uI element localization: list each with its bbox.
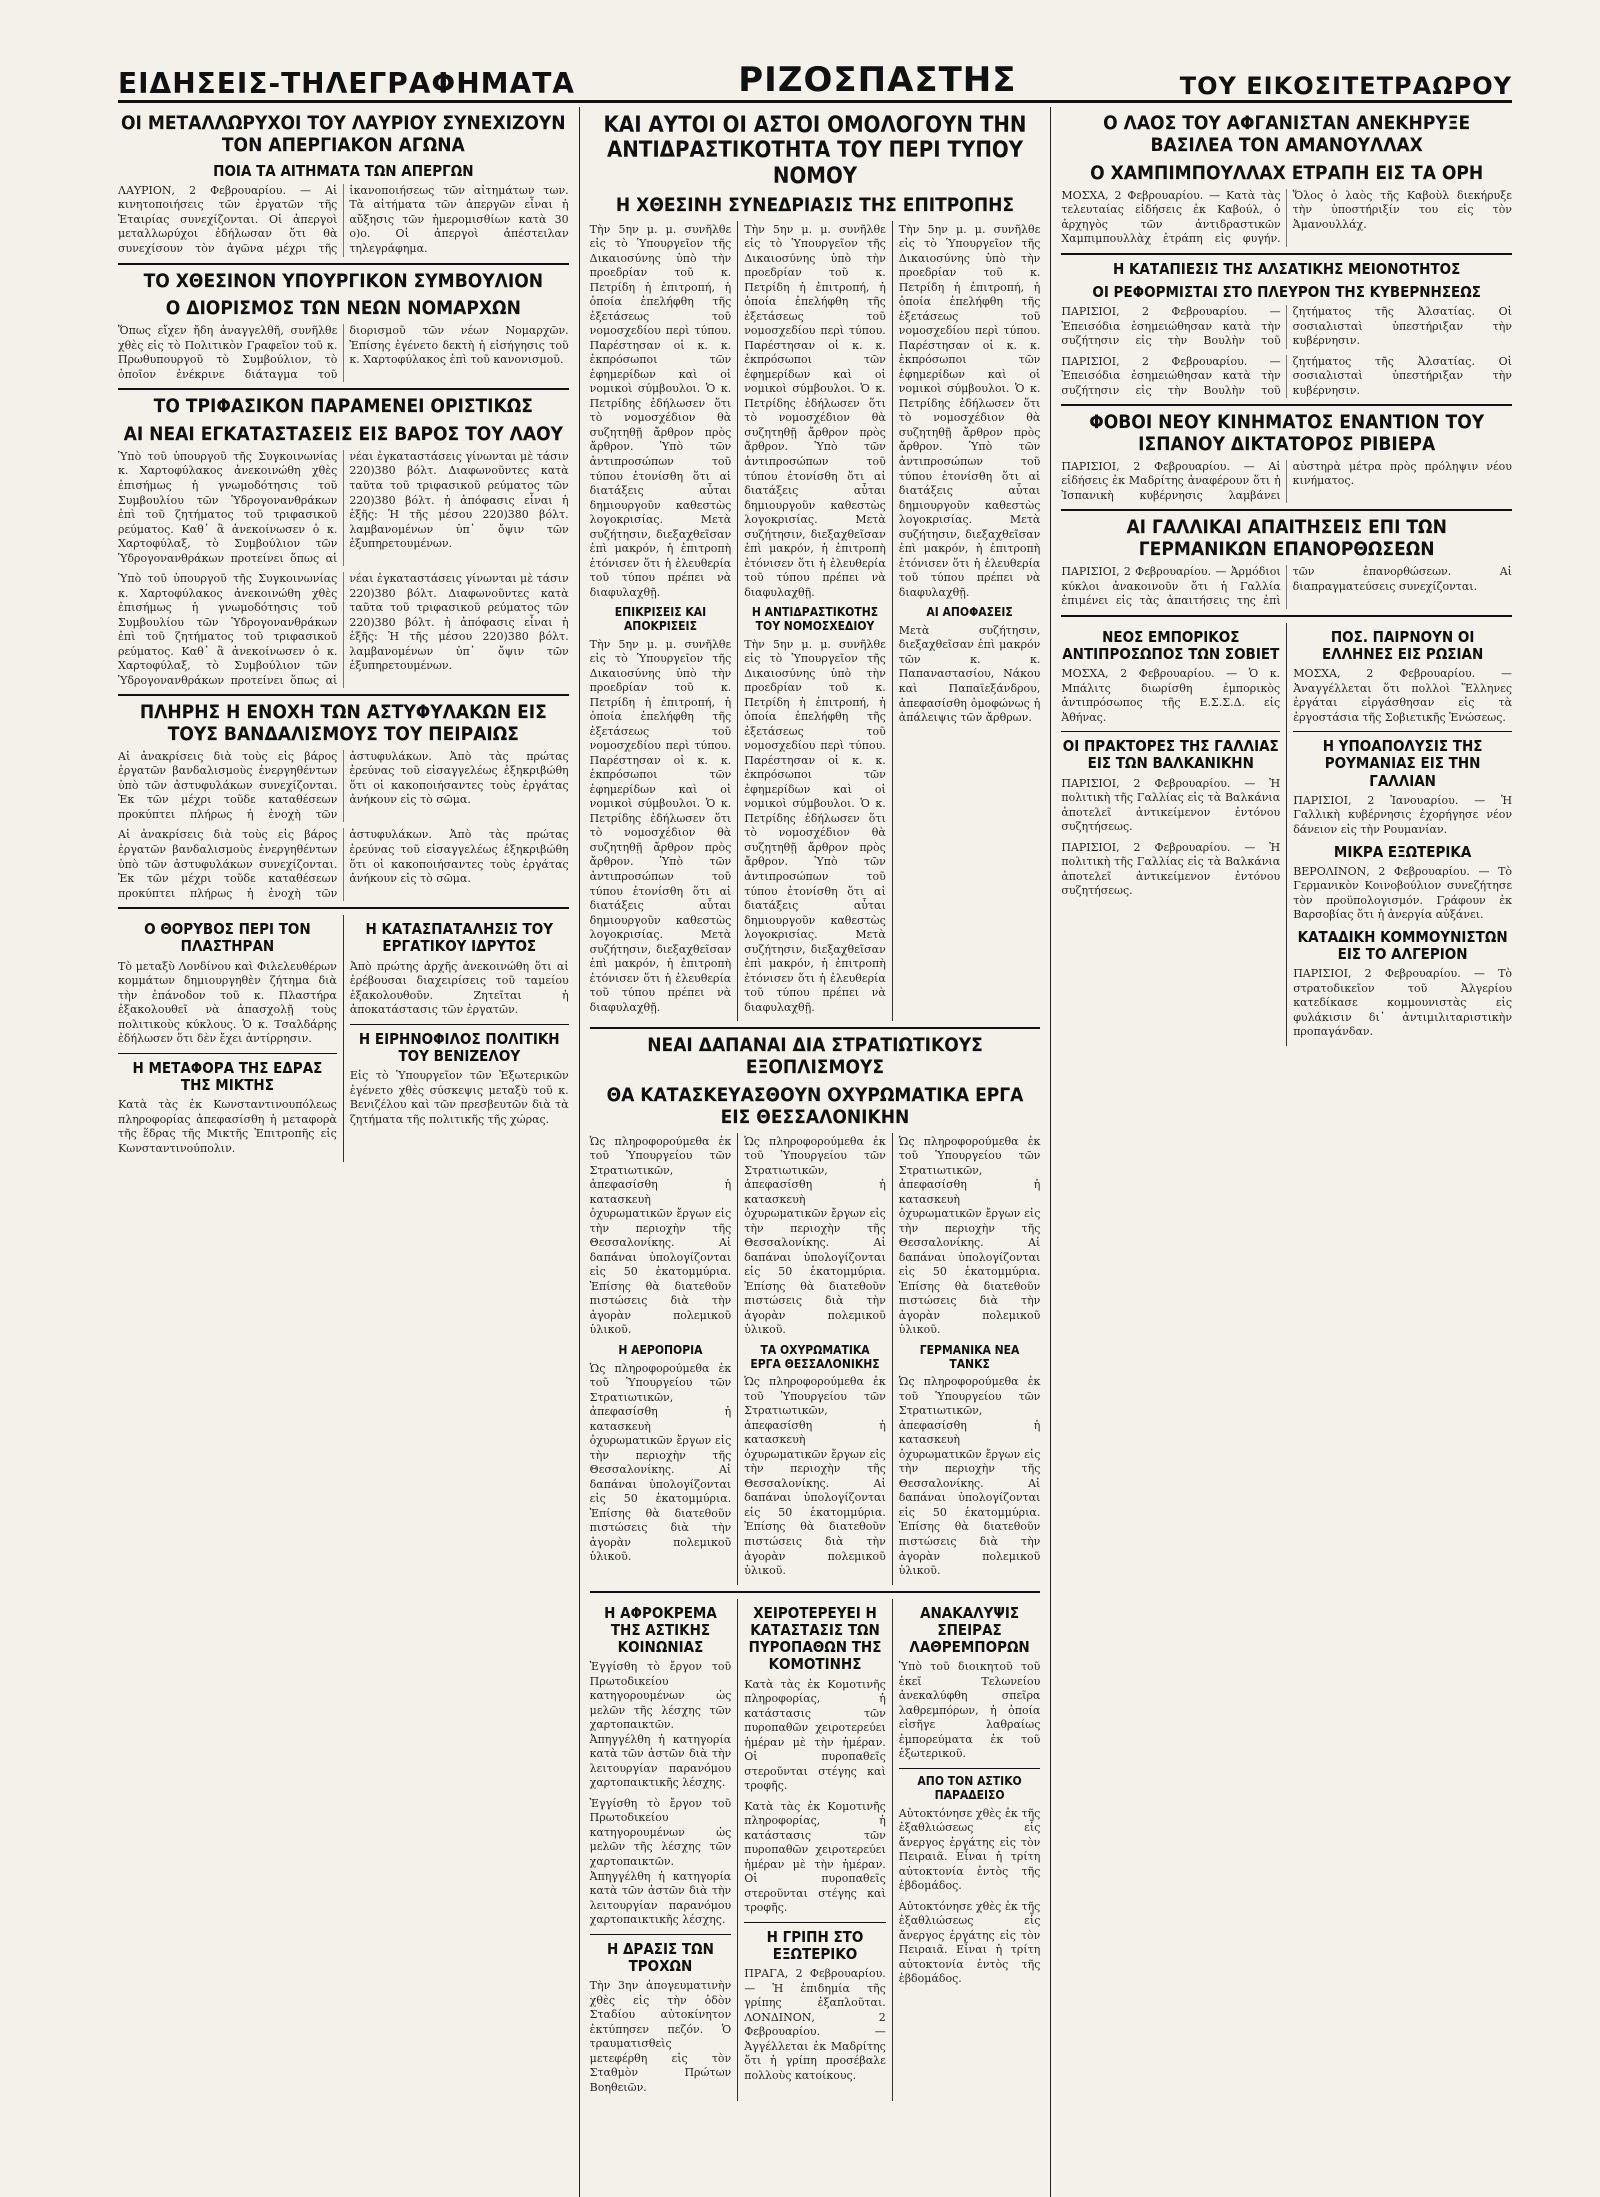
article-body: ΒΕΡΟΛΙΝΟΝ, 2 Φεβρουαρίου. — Τὸ Γερμανικὸν Κοινοβούλιον συνεζήτησε τὸν προϋπολογισμόν. Γράφουν ἐκ Βαρσοβίας ὅτι ἡ ἀνεργία αὐξάνει. [1293,864,1513,922]
article-body: ΠΑΡΙΣΙΟΙ, 2 Φεβρουαρίου. — Ἡ πολιτικὴ τῆς Γαλλίας εἰς τὰ Βαλκάνια ἀποτελεῖ ἀντικείμενον ἐντόνου συζητήσεως. [1061,776,1281,834]
headline: ΑΙ ΓΑΛΛΙΚΑΙ ΑΠΑΙΤΗΣΕΙΣ ΕΠΙ ΤΩΝ ΓΕΡΜΑΝΙΚΩΝ ΕΠΑΝΟΡΘΩΣΕΩΝ [1126,516,1447,561]
headline: ΦΟΒΟΙ ΝΕΟΥ ΚΙΝΗΜΑΤΟΣ ΕΝΑΝΤΙΟΝ ΤΟΥ ΙΣΠΑΝΟΥ ΔΙΚΤΑΤΟΡΟΣ ΡΙΒΙΕΡΑ [1089,411,1485,456]
article-body: Κατὰ τὰς ἐκ Κωνσταντινουπόλεως πληροφορίας ἀπεφασίσθη ἡ μεταφορὰ τῆς ἕδρας τῆς Μικτῆς Ἐπιτροπῆς εἰς Κωνσταντινούπολιν. [118,1098,337,1155]
grid-cell [344,915,569,1162]
article-body: Ἐγγίσθη τὸ ἔργον τοῦ Πρωτοδικείου κατηγορουμένων ὡς μελῶν τῆς λέσχης τῶν χαρτοπαικτῶν. Ἀπηγγέλθη ἡ κατηγορία κατὰ τῶν ἀστῶν διὰ τὴν λειτουργίαν παρανόμου χαρτοπαικτικῆς λέσχης. [589,1796,732,1927]
headline: Η ΜΕΤΑΦΟΡΑ ΤΗΣ ΕΔΡΑΣ ΤΗΣ ΜΙΚΤΗΣ [132,1058,323,1094]
headline: ΟΙ ΠΡΑΚΤΟΡΕΣ ΤΗΣ ΓΑΛΛΙΑΣ ΕΙΣ ΤΩΝ ΒΑΛΚΑΝΙΚΗΝ [1062,737,1279,773]
section-title-right: ΤΟΥ ΕΙΚΟΣΙΤΕΤΡΑΩΡΟΥ [1179,72,1512,100]
section-heading: Η ΑΕΡΟΠΟΡΙΑ [618,1342,703,1357]
divider [350,1024,569,1025]
article-body: ΛΑΥΡΙΟΝ, 2 Φεβρουαρίου. — Αἱ κινητοποιήσεις τῶν ἐργατῶν τῆς Ἑταιρίας συνεχίζονται. Οἱ ἀπεργοὶ μεταλλωρύχοι ἐδήλωσαν ὅτι θὰ συνεχίσουν τὸν ἀγῶνα μέχρι τῆς ἱκανοποιήσεως τῶν αἰτημάτων των. Τὰ αἰτήματα τῶν ἀπεργῶν εἶναι ἡ αὔξησις τῶν ἡμερομισθίων κατὰ 30 ο)ο. Οἱ ἀπεργοὶ ἀπέστειλαν τηλεγράφημα. [118,183,569,255]
divider [118,907,569,909]
article-body: ΠΑΡΙΣΙΟΙ, 2 Φεβρουαρίου. — Ἐπεισόδια ἐσημειώθησαν κατὰ τὴν συζήτησιν εἰς τὴν Βουλὴν τοῦ ζητήματος τῆς Ἀλσατίας. Οἱ σοσιαλισταὶ ὑπεστήριξαν τὴν κυβέρνησιν. [1061,305,1512,348]
article-body: Αὐτοκτόνησε χθὲς ἐκ τῆς ἐξαθλιώσεως εἷς ἄνεργος ἐργάτης εἰς τὸν Πειραιᾶ. Εἶναι ἡ τρίτη αὐτοκτονία ἐντὸς τῆς ἑβδομάδος. [898,1899,1041,1986]
divider [590,1934,732,1935]
article-body: Ὑπὸ τοῦ διοικητοῦ τοῦ ἐκεῖ Τελωνείου ἀνεκαλύφθη σπεῖρα λαθρεμπόρων, ἡ ὁποία εἰσῆγε λαθραίως ἐμπορεύματα ἐκ τοῦ ἐξωτερικοῦ. [898,1660,1041,1761]
headline: ΑΝΑΚΑΛΥΨΙΣ ΣΠΕΙΡΑΣ ΛΑΘΡΕΜΠΟΡΩΝ [909,1603,1030,1657]
headline: ΜΙΚΡΑ ΕΞΩΤΕΡΙΚΑ [1333,842,1472,861]
article-body: Ἀπὸ πρώτης ἀρχῆς ἀνεκοινώθη ὅτι αἱ ἐρέβουσαι διαχειρίσεις τοῦ ταμείου ἐξακολουθοῦν. Ζητεῖται ἡ ἀποκατάστασις τῶν ἐργατῶν. [349,959,569,1017]
headline: ΑΠΟ ΤΟΝ ΑΣΤΙΚΟ ΠΑΡΑΔΕΙΣΟ [917,1773,1022,1802]
section-heading: ΑΙ ΑΠΟΦΑΣΕΙΣ [926,605,1013,620]
divider [744,1922,886,1923]
article-body: Τὴν 5ην μ. μ. συνῆλθε εἰς τὸ Ὑπουργεῖον τῆς Δικαιοσύνης ὑπὸ τὴν προεδρίαν τοῦ κ. Πετρίδη ἡ ἐπιτροπή, ἡ ὁποία ἐπελήφθη τῆς ἐξετάσεως τοῦ νομοσχεδίου περὶ τύπου. Παρέστησαν οἱ κ. κ. ἐκπρόσωποι τῶν ἐφημερίδων καὶ οἱ νομικοὶ σύμβουλοι. Ὁ κ. Πετρίδης ἐδήλωσεν ὅτι τὸ νομοσχέδιον θὰ συζητηθῇ ἄρθρον πρὸς ἄρθρον. Ὑπὸ τῶν ἀντιπροσώπων τοῦ τύπου ἐτονίσθη ὅτι αἱ διατάξεις αὗται δημιουργοῦν καθεστὼς λογοκρισίας. Μετὰ συζήτησιν, διεξαχθεῖσαν ἐπὶ μακρόν, ἡ ἐπιτροπὴ ἐτόνισεν ὅτι ἡ ἐλευθερία τοῦ τύπου πρέπει νὰ διαφυλαχθῇ. [589,637,732,1014]
article-body: ΠΑΡΙΣΙΟΙ, 2 Φεβρουαρίου. — Τὸ στρατοδικεῖον τοῦ Ἀλγερίου κατεδίκασε κομμουνιστὰς εἰς φυλάκισιν δι᾽ ἀντιμιλιταριστικὴν προπαγάνδαν. [1293,967,1513,1039]
grid-cell [893,1599,1041,2102]
article-body: ΜΟΣΧΑ, 2 Φεβρουαρίου. — Ἀναγγέλλεται ὅτι πολλοὶ Ἕλληνες ἐργάται εἰργάσθησαν εἰς τὰ ἐργοστάσια τῆς Σοβιετικῆς Ἑνώσεως. [1293,667,1513,724]
column-center [580,107,1052,2197]
grid-cell [590,221,739,1021]
article-body: ΜΟΣΧΑ, 2 Φεβρουαρίου. — Ὁ κ. Μπάλιτς διωρίσθη ἐμπορικὸς ἀντιπρόσωπος τῆς Ε.Σ.Σ.Δ. εἰς Ἀθήνας. [1061,667,1281,724]
grid-cell [738,1133,893,1585]
headline: ΠΟΣ. ΠΑΙΡΝΟΥΝ ΟΙ ΕΛΛΗΝΕΣ ΕΙΣ ΡΩΣΙΑΝ [1321,627,1484,663]
grid-cell [893,221,1041,1021]
grid-cell [590,1599,739,2102]
article-body: ΠΑΡΙΣΙΟΙ, 2 Ἰανουαρίου. — Ἡ Γαλλικὴ κυβέρνησις ἐχορήγησε νέον δάνειον εἰς τὴν Ρουμανίαν. [1293,793,1513,836]
article-body: Τὴν 5ην μ. μ. συνῆλθε εἰς τὸ Ὑπουργεῖον τῆς Δικαιοσύνης ὑπὸ τὴν προεδρίαν τοῦ κ. Πετρίδη ἡ ἐπιτροπή, ἡ ὁποία ἐπελήφθη τῆς ἐξετάσεως τοῦ νομοσχεδίου περὶ τύπου. Παρέστησαν οἱ κ. κ. ἐκπρόσωποι τῶν ἐφημερίδων καὶ οἱ νομικοὶ σύμβουλοι. Ὁ κ. Πετρίδης ἐδήλωσεν ὅτι τὸ νομοσχέδιον θὰ συζητηθῇ ἄρθρον πρὸς ἄρθρον. Ὑπὸ τῶν ἀντιπροσώπων τοῦ τύπου ἐτονίσθη ὅτι αἱ διατάξεις αὗται δημιουργοῦν καθεστὼς λογοκρισίας. Μετὰ συζήτησιν, διεξαχθεῖσαν ἐπὶ μακρόν, ἡ ἐπιτροπὴ ἐτόνισεν ὅτι ἡ ἐλευθερία τοῦ τύπου πρέπει νὰ διαφυλαχθῇ. [744,222,886,599]
subheadline: ΘΑ ΚΑΤΑΣΚΕΥΑΣΘΟΥΝ ΟΧΥΡΩΜΑΤΙΚΑ ΕΡΓΑ ΕΙΣ ΘΕΣΣΑΛΟΝΙΚΗΝ [606,1083,1024,1128]
headline: Η ΚΑΤΑΠΙΕΣΙΣ ΤΗΣ ΑΛΣΑΤΙΚΗΣ ΜΕΙΟΝΟΤΗΤΟΣ [1112,259,1461,278]
headline: ΚΑΤΑΔΙΚΗ ΚΟΜΜΟΥΝΙΣΤΩΝ ΕΙΣ ΤΟ ΑΛΓΕΡΙΟΝ [1297,927,1508,964]
article-body: ΠΡΑΓΑ, 2 Φεβρουαρίου. — Ἡ ἐπιδημία τῆς γρίπης ἐξαπλοῦται. ΛΟΝΔΙΝΟΝ, 2 Φεβρουαρίου. — Ἀγγέλλεται ἐκ Μαδρίτης ὅτι ἡ γρίπη προσέβαλε πολλοὺς κατοίκους. [744,1967,886,2082]
headline: ΝΕΟΣ ΕΜΠΟΡΙΚΟΣ ΑΝΤΙΠΡΟΣΩΠΟΣ ΤΩΝ ΣΟΒΙΕΤ [1062,627,1280,663]
article-body: ΠΑΡΙΣΙΟΙ, 2 Φεβρουαρίου. — Ἐπεισόδια ἐσημειώθησαν κατὰ τὴν συζήτησιν εἰς τὴν Βουλὴν τοῦ ζητήματος τῆς Ἀλσατίας. Οἱ σοσιαλισταὶ ὑπεστήριξαν τὴν κυβέρνησιν. [1061,354,1512,397]
headline: ΧΕΙΡΟΤΕΡΕΥΕΙ Η ΚΑΤΑΣΤΑΣΙΣ ΤΩΝ ΠΥΡΟΠΑΘΩΝ ΤΗΣ ΚΟΜΟΤΙΝΗΣ [748,1603,882,1674]
subheadline: Η ΧΘΕΣΙΝΗ ΣΥΝΕΔΡΙΑΣΙΣ ΤΗΣ ΕΠΙΤΡΟΠΗΣ [615,193,1015,216]
article-body: Ὡς πληροφορούμεθα ἐκ τοῦ Ὑπουργείου τῶν Στρατιωτικῶν, ἀπεφασίσθη ἡ κατασκευὴ ὀχυρωματικῶν ἔργων εἰς τὴν περιοχὴν τῆς Θεσσαλονίκης. Αἱ δαπάναι ὑπολογίζονται εἰς 50 ἑκατομμύρια. Ἐπίσης θὰ διατεθοῦν πιστώσεις διὰ τὴν ἀγορὰν πολεμικοῦ ὑλικοῦ. [898,1134,1041,1337]
headline: Η ΑΦΡΟΚΡΕΜΑ ΤΗΣ ΑΣΤΙΚΗΣ ΚΟΙΝΩΝΙΑΣ [604,1603,717,1657]
columns [118,107,1512,2197]
article-grid [1061,623,1512,1046]
headline: Η ΔΡΑΣΙΣ ΤΩΝ ΤΡΟΧΩΝ [607,1939,714,1975]
article-body: Ὡς πληροφορούμεθα ἐκ τοῦ Ὑπουργείου τῶν Στρατιωτικῶν, ἀπεφασίσθη ἡ κατασκευὴ ὀχυρωματικῶν ἔργων εἰς τὴν περιοχὴν τῆς Θεσσαλονίκης. Αἱ δαπάναι ὑπολογίζονται εἰς 50 ἑκατομμύρια. Ἐπίσης θὰ διατεθοῦν πιστώσεις διὰ τὴν ἀγορὰν πολεμικοῦ ὑλικοῦ. [744,1375,886,1578]
headline: Η ΥΠΟΑΠΟΛΥΣΙΣ ΤΗΣ ΡΟΥΜΑΝΙΑΣ ΕΙΣ ΤΗΝ ΓΑΛΛΙΑΝ [1322,737,1483,790]
grid-cell [590,1133,739,1585]
article-grid [590,1599,1041,2102]
article-body: Αἱ ἀνακρίσεις διὰ τοὺς εἰς βάρος ἐργατῶν βανδαλισμοὺς ἐνεργηθέντων ὑπὸ τῶν ἀστυφυλάκων συνεχίζονται. Ἐκ τῶν μέχρι τοῦδε καταθέσεων προκύπτει πλήρως ἡ ἐνοχὴ τῶν ἀστυφυλάκων. Ἀπὸ τὰς πρώτας ἐρεύνας τοῦ εἰσαγγελέως ἐξηκριβώθη ὅτι οἱ κακοποιήσαντες τοὺς ἐργάτας ἀνήκουν εἰς τὸ σῶμα. [118,828,569,900]
article-body: Αἱ ἀνακρίσεις διὰ τοὺς εἰς βάρος ἐργατῶν βανδαλισμοὺς ἐνεργηθέντων ὑπὸ τῶν ἀστυφυλάκων συνεχίζονται. Ἐκ τῶν μέχρι τοῦδε καταθέσεων προκύπτει πλήρως ἡ ἐνοχὴ τῶν ἀστυφυλάκων. Ἀπὸ τὰς πρώτας ἐρεύνας τοῦ εἰσαγγελέως ἐξηκριβώθη ὅτι οἱ κακοποιήσαντες τοὺς ἐργάτας ἀνήκουν εἰς τὸ σῶμα. [118,749,569,821]
article-grid [118,915,569,1162]
article-grid [590,221,1041,1021]
masthead [118,56,1512,103]
article-body: Τὴν 5ην μ. μ. συνῆλθε εἰς τὸ Ὑπουργεῖον τῆς Δικαιοσύνης ὑπὸ τὴν προεδρίαν τοῦ κ. Πετρίδη ἡ ἐπιτροπή, ἡ ὁποία ἐπελήφθη τῆς ἐξετάσεως τοῦ νομοσχεδίου περὶ τύπου. Παρέστησαν οἱ κ. κ. ἐκπρόσωποι τῶν ἐφημερίδων καὶ οἱ νομικοὶ σύμβουλοι. Ὁ κ. Πετρίδης ἐδήλωσεν ὅτι τὸ νομοσχέδιον θὰ συζητηθῇ ἄρθρον πρὸς ἄρθρον. Ὑπὸ τῶν ἀντιπροσώπων τοῦ τύπου ἐτονίσθη ὅτι αἱ διατάξεις αὗται δημιουργοῦν καθεστὼς λογοκρισίας. Μετὰ συζήτησιν, διεξαχθεῖσαν ἐπὶ μακρόν, ἡ ἐπιτροπὴ ἐτόνισεν ὅτι ἡ ἐλευθερία τοῦ τύπου πρέπει νὰ διαφυλαχθῇ. [898,222,1041,599]
article-body: Ὑπὸ τοῦ ὑπουργοῦ τῆς Συγκοινωνίας κ. Χαρτοφύλακος ἀνεκοινώθη χθὲς ἐπισήμως ἡ γνωμοδότησις τοῦ Συμβουλίου τῶν Ὑδρογονανθράκων ἐπὶ τοῦ ζητήματος τοῦ τριφασικοῦ ρεύματος. Καθ᾽ ἃ ἀνεκοίνωσεν ὁ κ. Χαρτοφύλαξ, τὸ Συμβούλιον τῶν Ὑδρογονανθράκων προτείνει ὅπως αἱ νέαι ἐγκαταστάσεις γίνωνται μὲ τάσιν 220)380 βόλτ. Διαφωνοῦντες κατὰ ταῦτα τοῦ τριφασικοῦ ρεύματος τῶν 220)380 βόλτ. ἡ ἀπόφασις εἶναι ἡ ἑξῆς: Ἡ τῆς μέσου 220)380 βόλτ. λαμβανομένων ὑπ᾽ ὄψιν τῶν ἐξυπηρετουμένων. [118,572,569,687]
divider [1061,253,1512,255]
grid-cell [1061,623,1287,1046]
headline: ΤΟ ΤΡΙΦΑΣΙΚΟΝ ΠΑΡΑΜΕΝΕΙ ΟΡΙΣΤΙΚΩΣ [153,395,533,418]
article-body: Τὴν 5ην μ. μ. συνῆλθε εἰς τὸ Ὑπουργεῖον τῆς Δικαιοσύνης ὑπὸ τὴν προεδρίαν τοῦ κ. Πετρίδη ἡ ἐπιτροπή, ἡ ὁποία ἐπελήφθη τῆς ἐξετάσεως τοῦ νομοσχεδίου περὶ τύπου. Παρέστησαν οἱ κ. κ. ἐκπρόσωποι τῶν ἐφημερίδων καὶ οἱ νομικοὶ σύμβουλοι. Ὁ κ. Πετρίδης ἐδήλωσεν ὅτι τὸ νομοσχέδιον θὰ συζητηθῇ ἄρθρον πρὸς ἄρθρον. Ὑπὸ τῶν ἀντιπροσώπων τοῦ τύπου ἐτονίσθη ὅτι αἱ διατάξεις αὗται δημιουργοῦν καθεστὼς λογοκρισίας. Μετὰ συζήτησιν, διεξαχθεῖσαν ἐπὶ μακρόν, ἡ ἐπιτροπὴ ἐτόνισεν ὅτι ἡ ἐλευθερία τοῦ τύπου πρέπει νὰ διαφυλαχθῇ. [744,637,886,1014]
section-heading: ΤΑ ΟΧΥΡΩΜΑΤΙΚΑ ΕΡΓΑ ΘΕΣΣΑΛΟΝΙΚΗΣ [750,1342,880,1371]
subheadline: Ο ΔΙΟΡΙΣΜΟΣ ΤΩΝ ΝΕΩΝ ΝΟΜΑΡΧΩΝ [165,297,521,320]
article-body: Ὡς πληροφορούμεθα ἐκ τοῦ Ὑπουργείου τῶν Στρατιωτικῶν, ἀπεφασίσθη ἡ κατασκευὴ ὀχυρωματικῶν ἔργων εἰς τὴν περιοχὴν τῆς Θεσσαλονίκης. Αἱ δαπάναι ὑπολογίζονται εἰς 50 ἑκατομμύρια. Ἐπίσης θὰ διατεθοῦν πιστώσεις διὰ τὴν ἀγορὰν πολεμικοῦ ὑλικοῦ. [589,1134,732,1337]
column-right [1051,107,1512,2197]
subheadline: ΠΟΙΑ ΤΑ ΑΙΤΗΜΑΤΑ ΤΩΝ ΑΠΕΡΓΩΝ [213,161,474,180]
article-body: Ἐγγίσθη τὸ ἔργον τοῦ Πρωτοδικείου κατηγορουμένων ὡς μελῶν τῆς λέσχης τῶν χαρτοπαικτῶν. Ἀπηγγέλθη ἡ κατηγορία κατὰ τῶν ἀστῶν διὰ τὴν λειτουργίαν παρανόμου χαρτοπαικτικῆς λέσχης. [589,1660,732,1790]
headline: ΟΙ ΜΕΤΑΛΛΩΡΥΧΟΙ ΤΟΥ ΛΑΥΡΙΟΥ ΣΥΝΕΧΙΖΟΥΝ ΤΟΝ ΑΠΕΡΓΙΑΚΟΝ ΑΓΩΝΑ [121,112,566,156]
article-body: ΠΑΡΙΣΙΟΙ, 2 Φεβρουαρίου. — Αἱ εἰδήσεις ἐκ Μαδρίτης ἀναφέρουν ὅτι ἡ Ἰσπανικὴ κυβέρνησις λαμβάνει αὐστηρὰ μέτρα πρὸς πρόληψιν νέου κινήματος. [1061,459,1512,502]
grid-cell [118,915,344,1162]
article-body: Εἰς τὸ Ὑπουργεῖον τῶν Ἐξωτερικῶν ἐγένετο χθὲς σύσκεψις μεταξὺ τοῦ κ. Βενιζέλου καὶ τῶν πρεσβευτῶν διὰ τὰ ζητήματα τῆς πολιτικῆς τῆς χώρας. [349,1069,569,1126]
headline: ΠΛΗΡΗΣ Η ΕΝΟΧΗ ΤΩΝ ΑΣΤΥΦΥΛΑΚΩΝ ΕΙΣ ΤΟΥΣ ΒΑΝΔΑΛΙΣΜΟΥΣ ΤΟΥ ΠΕΙΡΑΙΩΣ [139,701,547,746]
divider [899,1768,1041,1769]
newspaper-name: ΡΙΖΟΣΠΑΣΤΗΣ [738,60,1017,100]
article-body: Ὡς πληροφορούμεθα ἐκ τοῦ Ὑπουργείου τῶν Στρατιωτικῶν, ἀπεφασίσθη ἡ κατασκευὴ ὀχυρωματικῶν ἔργων εἰς τὴν περιοχὴν τῆς Θεσσαλονίκης. Αἱ δαπάναι ὑπολογίζονται εἰς 50 ἑκατομμύρια. Ἐπίσης θὰ διατεθοῦν πιστώσεις διὰ τὴν ἀγορὰν πολεμικοῦ ὑλικοῦ. [898,1375,1041,1578]
article-body: Μετὰ συζήτησιν, διεξαχθεῖσαν ἐπὶ μακρόν τῶν κ. κ. Παπαναστασίου, Νάκου καὶ Παπαϊεξάνδρου, ἀπεφασίσθη ὁμοφώνως ἡ ἀπάλειψις τῶν ἄρθρων. [898,623,1041,725]
article-body: ΜΟΣΧΑ, 2 Φεβρουαρίου. — Κατὰ τὰς τελευταίας εἰδήσεις ἐκ Καβούλ, ὁ ἀρχηγὸς τῶν ἀντιδραστικῶν Χαμπιμπουλλὰχ ἐτράπη εἰς φυγήν. Ὅλος ὁ λαὸς τῆς Καβοὺλ διεκήρυξε τὴν ὑποστήριξίν του εἰς τὸν Ἀμανουλλάχ. [1061,188,1512,246]
article-body: ΠΑΡΙΣΙΟΙ, 2 Φεβρουαρίου. — Ἡ πολιτικὴ τῆς Γαλλίας εἰς τὰ Βαλκάνια ἀποτελεῖ ἀντικείμενον ἐντόνου συζητήσεως. [1061,840,1281,898]
headline: Ο ΘΟΡΥΒΟΣ ΠΕΡΙ ΤΟΝ ΠΛΑΣΤΗΡΑΝ [144,920,311,956]
article-body: Τὸ μεταξὺ Λονδίνου καὶ Φιλελευθέρων κομμάτων δημιουργηθὲν ζήτημα διὰ τὴν ἐπάνοδον τοῦ κ. Πλαστήρα ἐξακολουθεῖ νὰ ἀπασχολῇ τοὺς πολιτικοὺς κύκλους. Ὁ κ. Τσαλδάρης ἐδήλωσεν ὅτι δὲν ἔχει ἀντίρρησιν. [118,959,337,1046]
article-body: Τὴν 5ην μ. μ. συνῆλθε εἰς τὸ Ὑπουργεῖον τῆς Δικαιοσύνης ὑπὸ τὴν προεδρίαν τοῦ κ. Πετρίδη ἡ ἐπιτροπή, ἡ ὁποία ἐπελήφθη τῆς ἐξετάσεως τοῦ νομοσχεδίου περὶ τύπου. Παρέστησαν οἱ κ. κ. ἐκπρόσωποι τῶν ἐφημερίδων καὶ οἱ νομικοὶ σύμβουλοι. Ὁ κ. Πετρίδης ἐδήλωσεν ὅτι τὸ νομοσχέδιον θὰ συζητηθῇ ἄρθρον πρὸς ἄρθρον. Ὑπὸ τῶν ἀντιπροσώπων τοῦ τύπου ἐτονίσθη ὅτι αἱ διατάξεις αὗται δημιουργοῦν καθεστὼς λογοκρισίας. Μετὰ συζήτησιν, διεξαχθεῖσαν ἐπὶ μακρόν, ἡ ἐπιτροπὴ ἐτόνισεν ὅτι ἡ ἐλευθερία τοῦ τύπου πρέπει νὰ διαφυλαχθῇ. [589,222,732,599]
headline: ΚΑΙ ΑΥΤΟΙ ΟΙ ΑΣΤΟΙ ΟΜΟΛΟΓΟΥΝ ΤΗΝ ΑΝΤΙΔΡΑΣΤΙΚΟΤΗΤΑ ΤΟΥ ΠΕΡΙ ΤΥΠΟΥ ΝΟΜΟΥ [603,113,1027,189]
section-heading: ΓΕΡΜΑΝΙΚΑ ΝΕΑ ΤΑΝΚΣ [919,1342,1020,1371]
article-body: Ὑπὸ τοῦ ὑπουργοῦ τῆς Συγκοινωνίας κ. Χαρτοφύλακος ἀνεκοινώθη χθὲς ἐπισήμως ἡ γνωμοδότησις τοῦ Συμβουλίου τῶν Ὑδρογονανθράκων ἐπὶ τοῦ ζητήματος τοῦ τριφασικοῦ ρεύματος. Καθ᾽ ἃ ἀνεκοίνωσεν ὁ κ. Χαρτοφύλαξ, τὸ Συμβούλιον τῶν Ὑδρογονανθράκων προτείνει ὅπως αἱ νέαι ἐγκαταστάσεις γίνωνται μὲ τάσιν 220)380 βόλτ. Διαφωνοῦντες κατὰ ταῦτα τοῦ τριφασικοῦ ρεύματος τῶν 220)380 βόλτ. ἡ ἀπόφασις εἶναι ἡ ἑξῆς: Ἡ τῆς μέσου 220)380 βόλτ. λαμβανομένων ὑπ᾽ ὄψιν τῶν ἐξυπηρετουμένων. [118,449,569,565]
section-title-left: ΕΙΔΗΣΕΙΣ-ΤΗΛΕΓΡΑΦΗΜΑΤΑ [118,67,575,100]
divider [118,388,569,390]
divider [590,1591,1041,1593]
divider [590,1027,1041,1029]
section-heading: Η ΑΝΤΙΔΡΑΣΤΙΚΟΤΗΣ ΤΟΥ ΝΟΜΟΣΧΕΔΙΟΥ [751,605,879,633]
grid-cell [893,1133,1041,1585]
headline: Η ΚΑΤΑΣΠΑΤΑΛΗΣΙΣ ΤΟΥ ΕΡΓΑΤΙΚΟΥ ΙΔΡΥΤΟΣ [365,920,554,956]
headline: ΤΟ ΧΘΕΣΙΝΟΝ ΥΠΟΥΡΓΙΚΟΝ ΣΥΜΒΟΥΛΙΟΝ [143,269,544,292]
article-body: ΠΑΡΙΣΙΟΙ, 2 Φεβρουαρίου. — Ἀρμόδιοι κύκλοι ἀνακοινοῦν ὅτι ἡ Γαλλία ἐπιμένει εἰς τὰς ἀπαιτήσεις της ἐπὶ τῶν ἐπανορθώσεων. Αἱ διαπραγματεύσεις συνεχίζονται. [1061,565,1512,608]
divider [1293,731,1512,732]
divider [118,263,569,265]
divider [1061,509,1512,511]
divider [1061,404,1512,406]
divider [1061,731,1280,732]
headline: ΝΕΑΙ ΔΑΠΑΝΑΙ ΔΙΑ ΣΤΡΑΤΙΩΤΙΚΟΥΣ ΕΞΟΠΛΙΣΜΟΥΣ [647,1034,983,1078]
article-body: Τὴν 3ην ἀπογευματινὴν χθὲς εἰς τὴν ὁδὸν Σταδίου αὐτοκίνητον ἐκτύπησεν πεζόν. Ὁ τραυματισθεὶς μετεφέρθη εἰς τὸν Σταθμὸν Πρώτων Βοηθειῶν. [589,1979,732,2094]
headline: Η ΕΙΡΗΝΟΦΙΛΟΣ ΠΟΛΙΤΙΚΗ ΤΟΥ ΒΕΝΙΖΕΛΟΥ [358,1029,560,1065]
grid-cell [738,1599,893,2102]
article-body: Κατὰ τὰς ἐκ Κομοτινῆς πληροφορίας, ἡ κατάστασις τῶν πυροπαθῶν χειροτερεύει ἡμέραν μὲ τὴν ἡμέραν. Οἱ πυροπαθεῖς στεροῦνται στέγης καὶ τροφῆς. [744,1677,886,1793]
headline: Ο ΛΑΟΣ ΤΟΥ ΑΦΓΑΝΙΣΤΑΝ ΑΝΕΚΗΡΥΞΕ ΒΑΣΙΛΕΑ ΤΟΝ ΑΜΑΝΟΥΛΛΑΧ [1103,112,1471,156]
subheadline: Ο ΧΑΜΠΙΜΠΟΥΛΛΑΧ ΕΤΡΑΠΗ ΕΙΣ ΤΑ ΟΡΗ [1090,161,1484,184]
headline: Η ΓΡΙΠΗ ΣΤΟ ΕΞΩΤΕΡΙΚΟ [766,1927,864,1964]
grid-cell [1287,623,1512,1046]
article-body: Ὅπως εἴχεν ἤδη ἀναγγελθῆ, συνῆλθε χθὲς εἰς τὸ Πολιτικὸν Γραφεῖον τοῦ κ. Πρωθυπουργοῦ τὸ Συμβούλιον, τὸ ὁποῖον ἐνέκρινε διάταγμα τοῦ διορισμοῦ τῶν νέων Νομαρχῶν. Ἐπίσης ἐγένετο δεκτὴ ἡ εἰσήγησις τοῦ κ. Χαρτοφύλακος ἐπὶ τοῦ κανονισμοῦ. [118,324,569,381]
article-body: Κατὰ τὰς ἐκ Κομοτινῆς πληροφορίας, ἡ κατάστασις τῶν πυροπαθῶν χειροτερεύει ἡμέραν μὲ τὴν ἡμέραν. Οἱ πυροπαθεῖς στεροῦνται στέγης καὶ τροφῆς. [744,1799,886,1915]
grid-cell [738,221,893,1021]
article-grid [590,1133,1041,1585]
divider [1061,615,1512,617]
article-body: Ὡς πληροφορούμεθα ἐκ τοῦ Ὑπουργείου τῶν Στρατιωτικῶν, ἀπεφασίσθη ἡ κατασκευὴ ὀχυρωματικῶν ἔργων εἰς τὴν περιοχὴν τῆς Θεσσαλονίκης. Αἱ δαπάναι ὑπολογίζονται εἰς 50 ἑκατομμύρια. Ἐπίσης θὰ διατεθοῦν πιστώσεις διὰ τὴν ἀγορὰν πολεμικοῦ ὑλικοῦ. [589,1361,732,1564]
section-heading: ΕΠΙΚΡΙΣΕΙΣ ΚΑΙ ΑΠΟΚΡΙΣΕΙΣ [614,605,707,633]
article-body: Ὡς πληροφορούμεθα ἐκ τοῦ Ὑπουργείου τῶν Στρατιωτικῶν, ἀπεφασίσθη ἡ κατασκευὴ ὀχυρωματικῶν ἔργων εἰς τὴν περιοχὴν τῆς Θεσσαλονίκης. Αἱ δαπάναι ὑπολογίζονται εἰς 50 ἑκατομμύρια. Ἐπίσης θὰ διατεθοῦν πιστώσεις διὰ τὴν ἀγορὰν πολεμικοῦ ὑλικοῦ. [744,1134,886,1337]
subheadline: ΟΙ ΡΕΦΟΡΜΙΣΤΑΙ ΣΤΟ ΠΛΕΥΡΟΝ ΤΗΣ ΚΥΒΕΡΝΗΣΕΩΣ [1092,282,1481,301]
divider [118,694,569,696]
article-body: Αὐτοκτόνησε χθὲς ἐκ τῆς ἐξαθλιώσεως εἷς ἄνεργος ἐργάτης εἰς τὸν Πειραιᾶ. Εἶναι ἡ τρίτη αὐτοκτονία ἐντὸς τῆς ἑβδομάδος. [898,1806,1041,1893]
divider [118,1053,337,1054]
subheadline: ΑΙ ΝΕΑΙ ΕΓΚΑΤΑΣΤΑΣΕΙΣ ΕΙΣ ΒΑΡΟΣ ΤΟΥ ΛΑΟΥ [123,423,564,446]
column-left [118,107,580,2197]
